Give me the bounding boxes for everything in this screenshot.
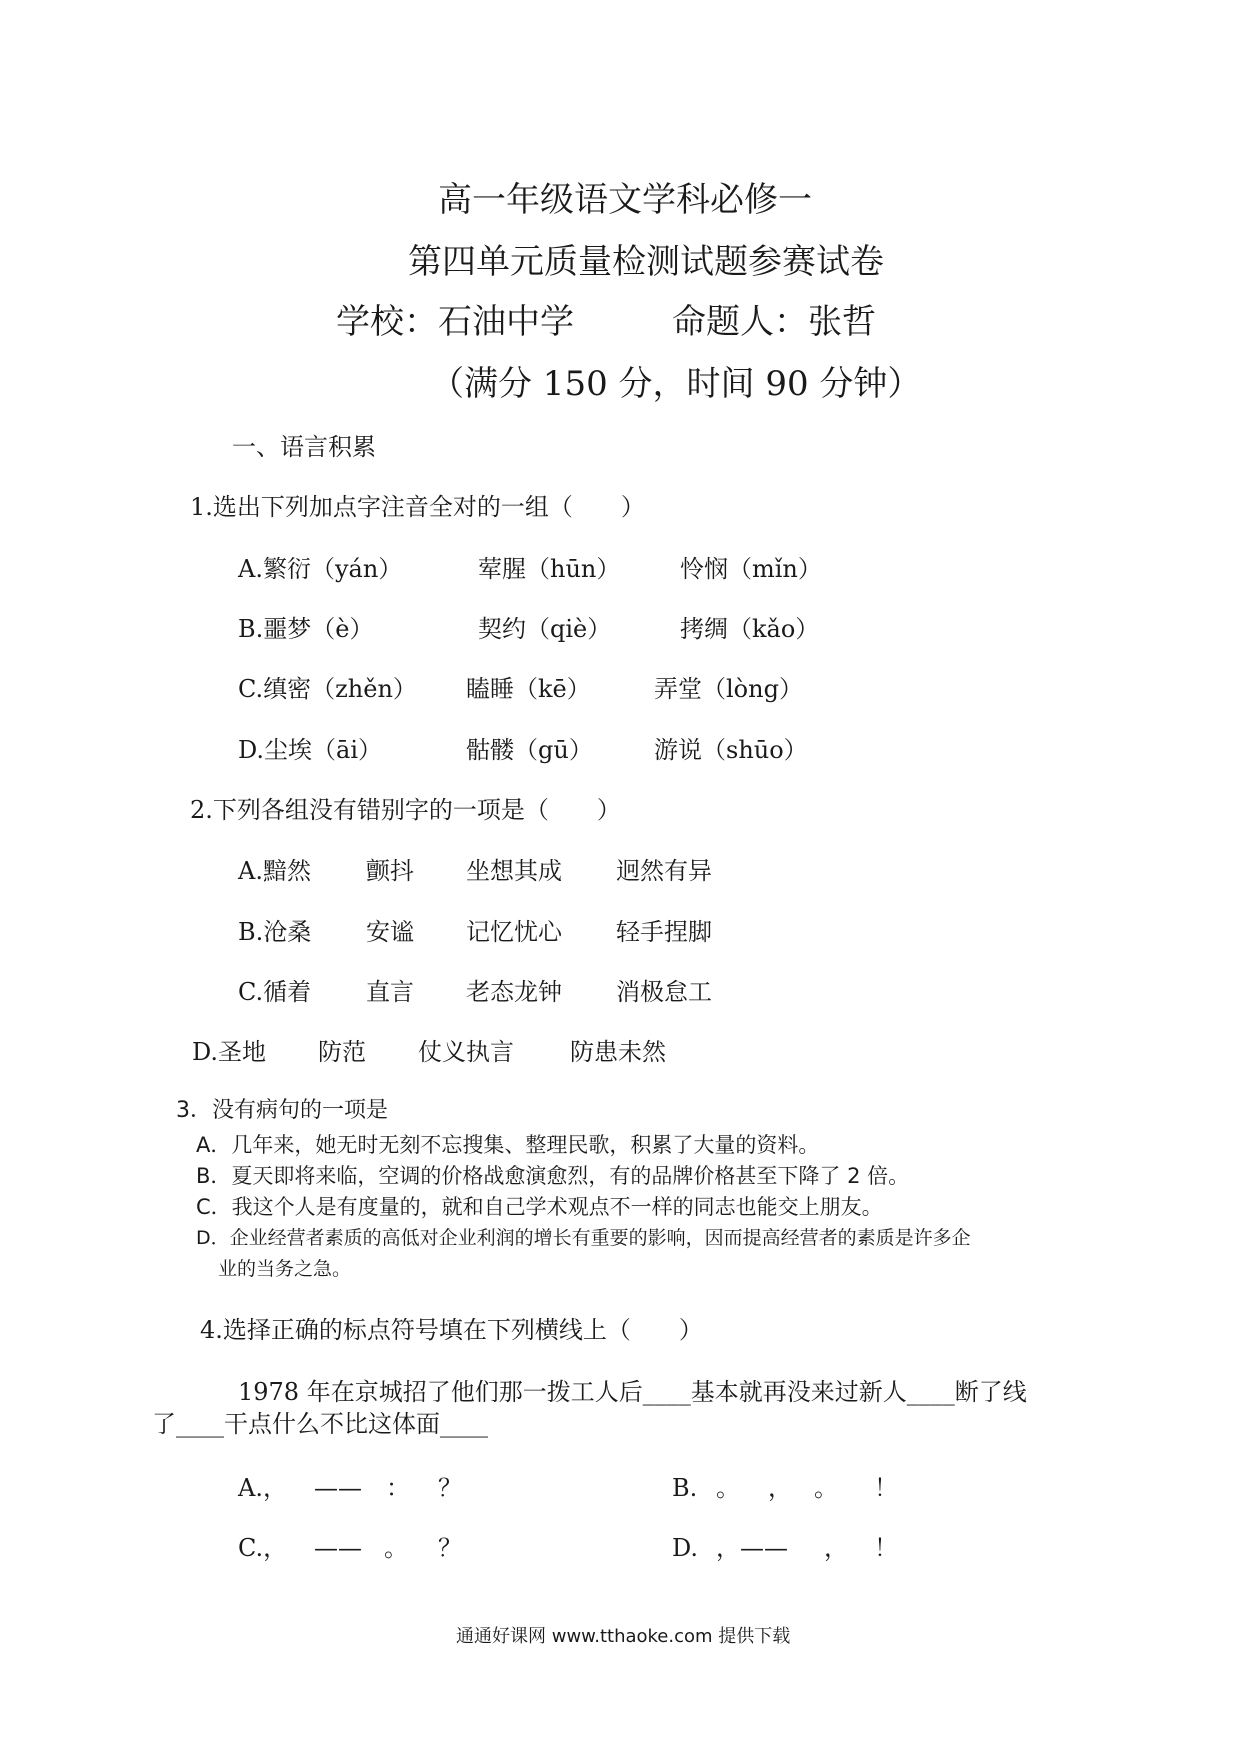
question-3-stem: 3．没有病句的一项是 [176,1098,388,1123]
q4-option-a-label: A.， [238,1474,287,1502]
q2-option-c-4: 消极怠工 [616,978,712,1006]
q2-option-a-3: 坐想其成 [466,857,562,885]
q2-option-c-1: C.循着 [238,978,312,1006]
q2-option-c-3: 老态龙钟 [466,978,562,1006]
q3-option-b: B．夏天即将来临，空调的价格战愈演愈烈，有的品牌价格甚至下降了 2 倍。 [196,1164,910,1188]
q3-option-a: A．几年来，她无时无刻不忘搜集、整理民歌，积累了大量的资料。 [196,1133,820,1157]
q4-option-b-mark-2: ， [768,1474,792,1502]
q2-option-b-1: B.沧桑 [238,918,312,946]
q1-option-d-3: 游说（shūo） [654,736,808,764]
q2-option-d-3: 仗义执言 [418,1038,514,1066]
q4-option-a-mark-1: —— [314,1474,362,1502]
q4-passage-line-2: 了____干点什么不比这体面____ [152,1410,488,1438]
q1-option-d-1: D.尘埃（āi） [238,736,382,764]
q1-option-b-3: 拷绸（kǎo） [680,615,820,643]
q2-option-b-3: 记忆忧心 [466,918,562,946]
q2-option-d-4: 防患未然 [570,1038,666,1066]
q1-option-a-3: 怜悯（mǐn） [680,555,822,583]
q1-option-a-2: 荤腥（hūn） [478,555,621,583]
q3-option-d-continued: 业的当务之急。 [218,1258,352,1280]
q1-option-a-1: A.繁衍（yán） [238,555,403,583]
q4-option-b-mark-4: ！ [874,1474,898,1502]
q1-option-c-2: 瞌睡（kē） [466,675,591,703]
q2-option-d-1: D.圣地 [192,1038,267,1066]
q2-option-b-4: 轻手捏脚 [616,918,712,946]
section-title: 一、语言积累 [232,433,376,461]
q1-option-c-1: C.缜密（zhěn） [238,675,417,703]
footer-credit: 通通好课网 www.tthaoke.com 提供下载 [456,1626,791,1647]
q2-option-b-2: 安谧 [366,918,414,946]
q1-option-b-2: 契约（qiè） [478,615,612,643]
q3-option-d: D．企业经营者素质的高低对企业利润的增长有重要的影响，因而提高经营者的素质是许多企 [196,1227,971,1249]
q4-option-d-mark-2: ， [824,1534,848,1562]
q2-option-c-2: 直言 [366,978,414,1006]
q2-option-a-2: 颤抖 [366,857,414,885]
q1-option-c-3: 弄堂（lòng） [654,675,803,703]
q4-option-c-mark-1: —— [314,1534,362,1562]
q4-option-d-mark-1: ，—— [716,1534,788,1562]
author-label: 命题人：张哲 [672,302,876,342]
q4-option-d-label: D. [672,1534,699,1562]
q4-option-c-mark-2: 。 [384,1534,408,1562]
q4-option-c-label: C.， [238,1534,288,1562]
q4-option-a-mark-2: ： [386,1474,410,1502]
q4-option-c-mark-3: ？ [438,1534,462,1562]
scoring-info: （满分 150 分，时间 90 分钟） [430,364,922,404]
q4-passage-line-1: 1978 年在京城招了他们那一拨工人后____基本就再没来过新人____断了线 [238,1378,1027,1406]
page-subtitle: 第四单元质量检测试题参赛试卷 [408,242,884,282]
school-label: 学校：石油中学 [336,302,574,342]
question-4-stem: 4.选择正确的标点符号填在下列横线上（ ） [200,1316,703,1344]
q4-option-b-mark-1: 。 [716,1474,740,1502]
q1-option-b-1: B.噩梦（è） [238,615,374,643]
question-1-stem: 1.选出下列加点字注音全对的一组（ ） [190,493,645,521]
q4-option-d-mark-3: ！ [874,1534,898,1562]
page-title: 高一年级语文学科必修一 [438,180,812,220]
q4-option-b-mark-3: 。 [814,1474,838,1502]
q3-option-c: C．我这个人是有度量的，就和自己学术观点不一样的同志也能交上朋友。 [196,1195,883,1219]
q2-option-d-2: 防范 [318,1038,366,1066]
q2-option-a-1: A.黯然 [238,857,311,885]
q4-option-b-label: B. [672,1474,698,1502]
q4-option-a-mark-3: ？ [438,1474,462,1502]
question-2-stem: 2.下列各组没有错别字的一项是（ ） [190,796,621,824]
q2-option-a-4: 迥然有异 [616,857,712,885]
q1-option-d-2: 骷髅（gū） [466,736,593,764]
